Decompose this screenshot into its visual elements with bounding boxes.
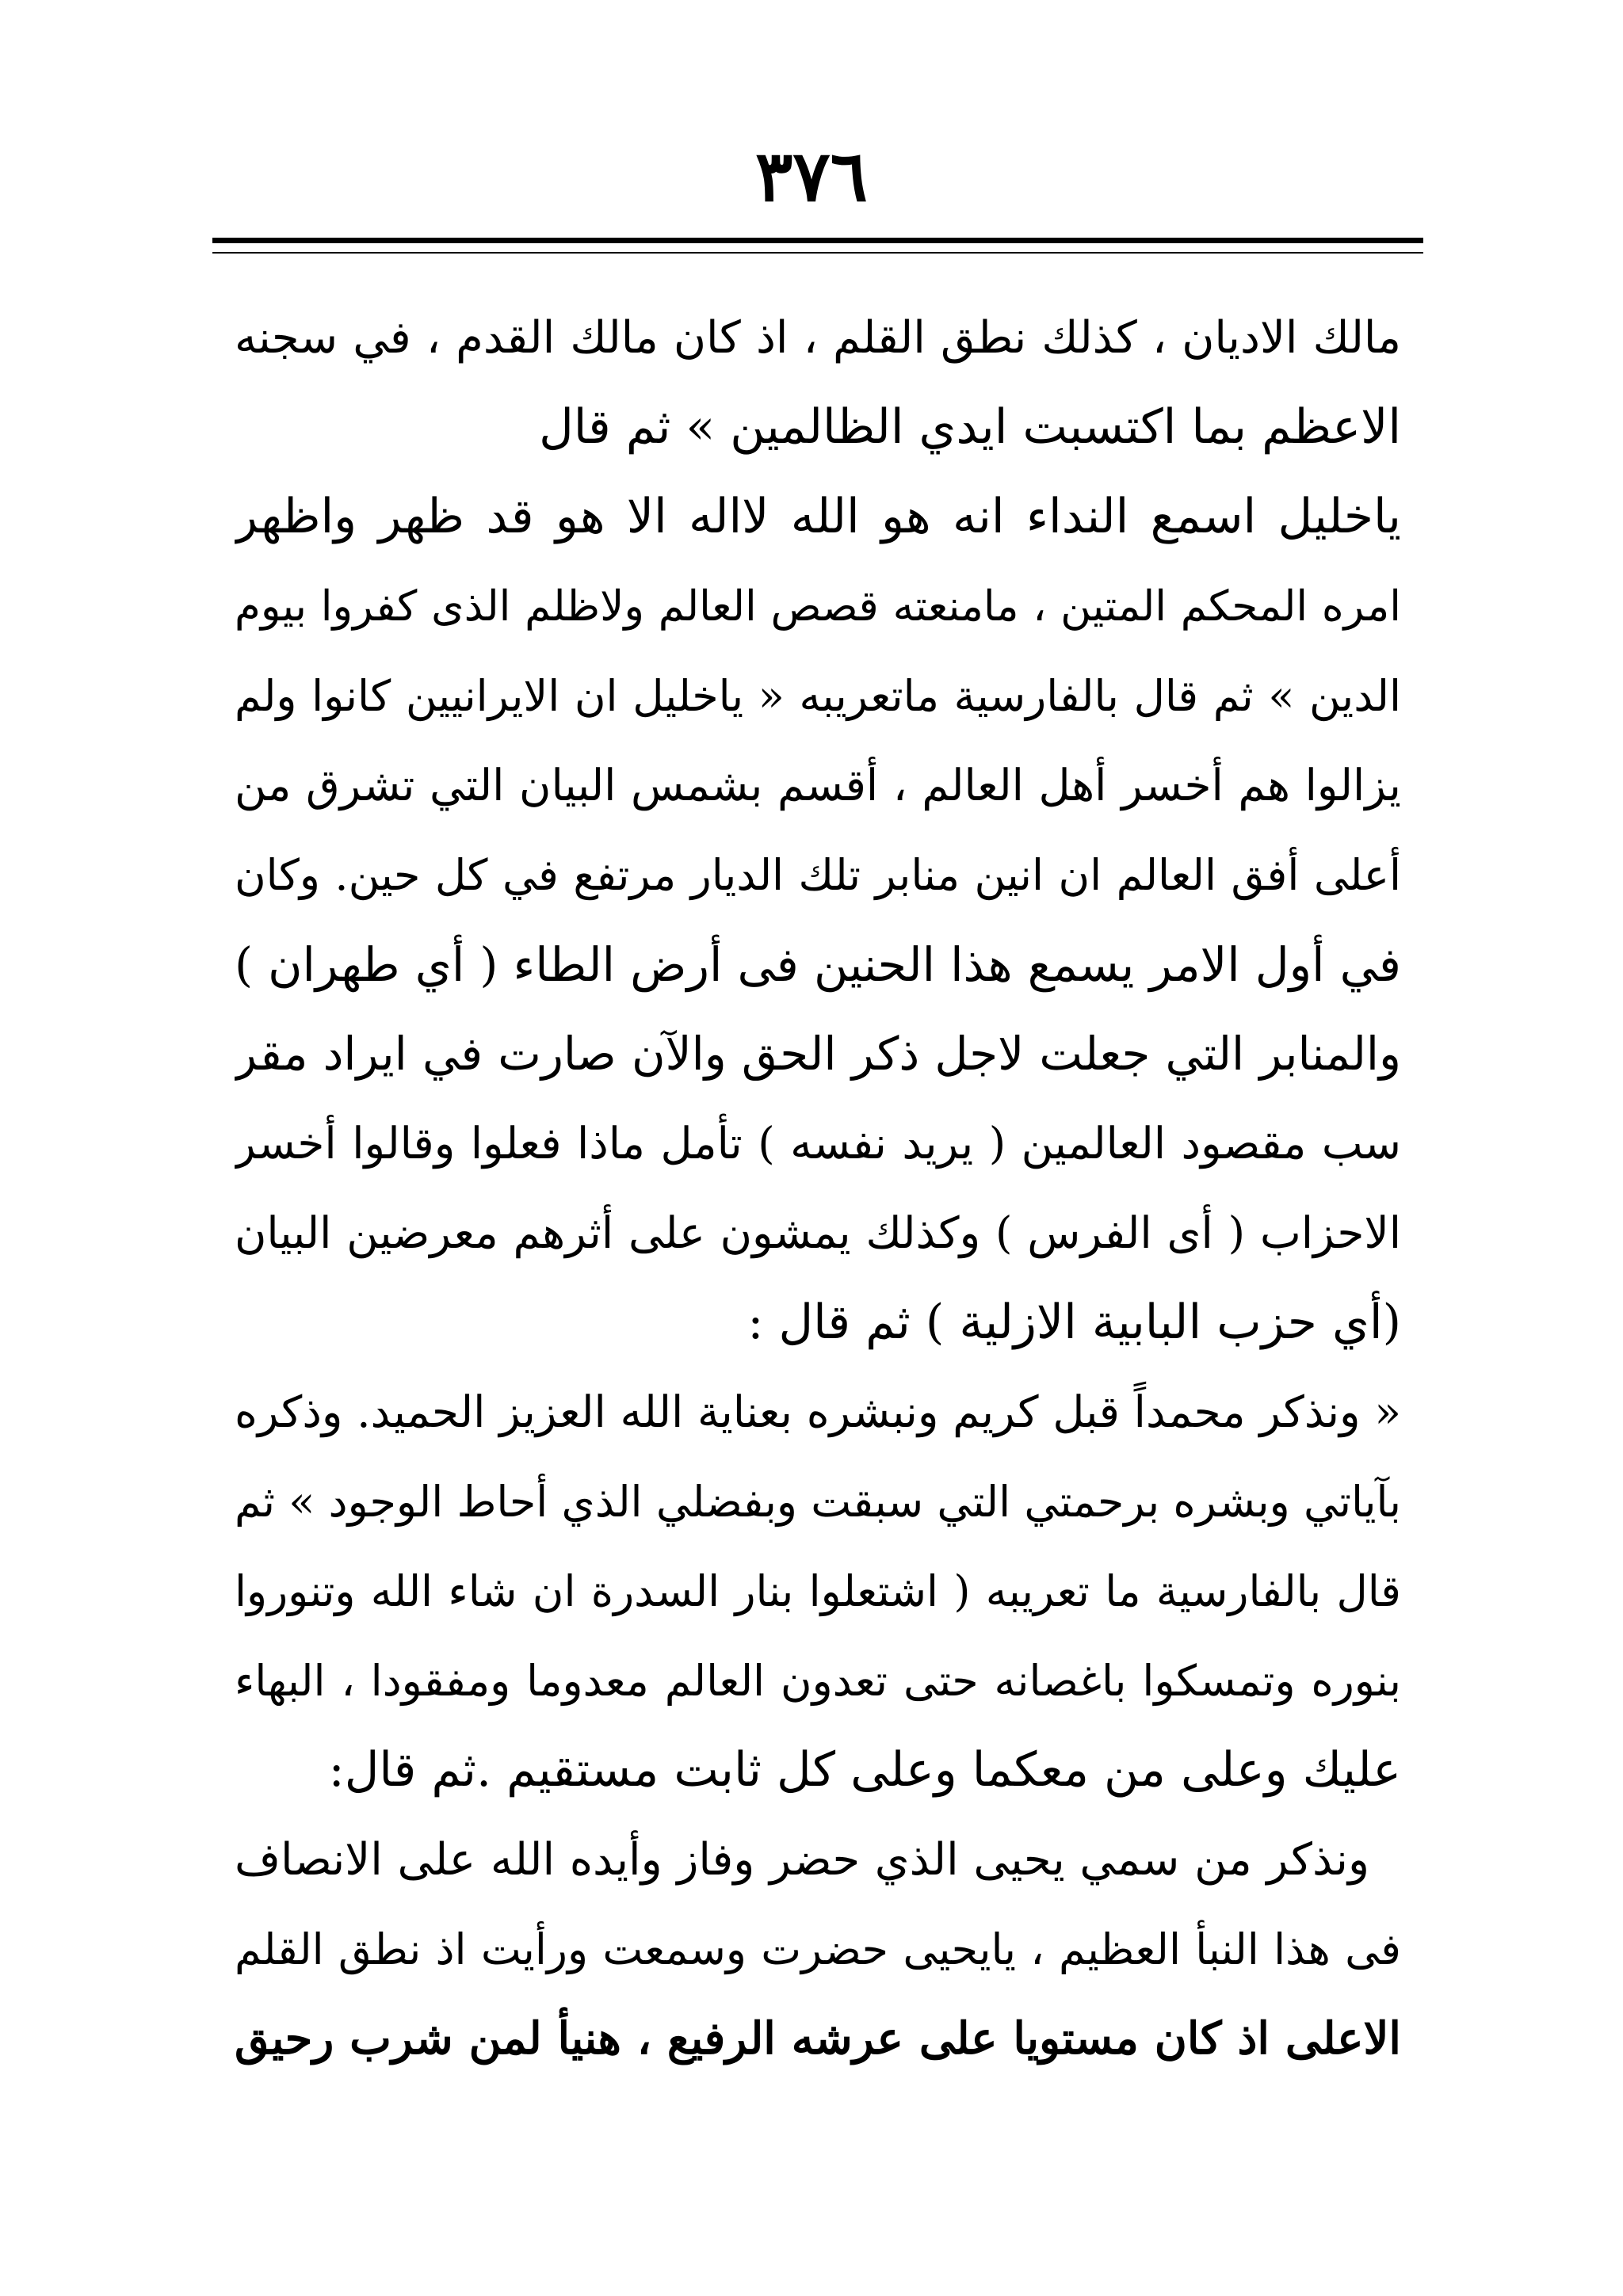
text-line: الدين » ثم قال بالفارسية ماتعريبه « ياخليل ان الايرانيين كانوا ولم [235, 671, 1401, 721]
text-line: ونذكر من سمي يحيى الذي حضر وفاز وأيده الله على الانصاف [235, 1834, 1369, 1886]
text-line: قال بالفارسية ما تعريبه ( اشتعلوا بنار السدرة ان شاء الله وتنوروا [235, 1566, 1401, 1616]
text-line: فى هذا النبأ العظيم ، يايحيى حضرت وسمعت ورأيت اذ نطق القلم [235, 1924, 1401, 1974]
text-line: يزالوا هم أخسر أهل العالم ، أقسم بشمس البيان التي تشرق من [235, 760, 1401, 810]
text-line: الاحزاب ( أى الفرس ) وكذلك يمشون على أثرهم معرضين البيان [235, 1207, 1401, 1258]
text-line: أعلى أفق العالم ان انين منابر تلك الديار مرتفع في كل حين. وكان [235, 850, 1401, 900]
page-number: ٣٧٦ [755, 135, 868, 217]
text-line: امره المحكم المتين ، مامنعته قصص العالم ولاظلم الذى كفروا بيوم [235, 582, 1401, 631]
text-line: عليك وعلى من معكما وعلى كل ثابت مستقيم .ثم قال: [328, 1742, 1401, 1798]
header-rule-thick [212, 238, 1423, 243]
text-line: مالك الاديان ، كذلك نطق القلم ، اذ كان مالك القدم ، في سجنه [235, 312, 1401, 364]
text-line: (أي حزب البابية الازلية ) ثم قال : [747, 1295, 1401, 1350]
text-line: الاعلى اذ كان مستويا على عرشه الرفيع ، هنيأ لمن شرب رحيق [235, 2012, 1401, 2065]
text-line: سب مقصود العالمين ( يريد نفسه ) تأمل ماذا فعلوا وقالوا أخسر [235, 1118, 1401, 1169]
text-line: الاعظم بما اكتسبت ايدي الظالمين » ثم قال [539, 399, 1401, 455]
text-line: بنوره وتمسكوا باغصانه حتى تعدون العالم معدوما ومفقودا ، البهاء [235, 1656, 1401, 1706]
text-line: « ونذكر محمداً قبل كريم ونبشره بعناية الله العزيز الحميد. وذكره [235, 1386, 1401, 1437]
text-line: في أول الامر يسمع هذا الحنين فى أرض الطاء ( أي طهران ) [235, 937, 1401, 992]
body-text [235, 293, 1401, 2084]
text-line: بآياتي وبشره برحمتي التي سبقت وبفضلي الذي أحاط الوجود » ثم [235, 1477, 1401, 1527]
text-line: ياخليل اسمع النداء انه هو الله لااله الا هو قد ظهر واظهر [235, 489, 1401, 544]
header-rule-thin [212, 252, 1423, 254]
text-line: والمنابر التي جعلت لاجل ذكر الحق والآن صارت في ايراد مقر [235, 1027, 1401, 1081]
